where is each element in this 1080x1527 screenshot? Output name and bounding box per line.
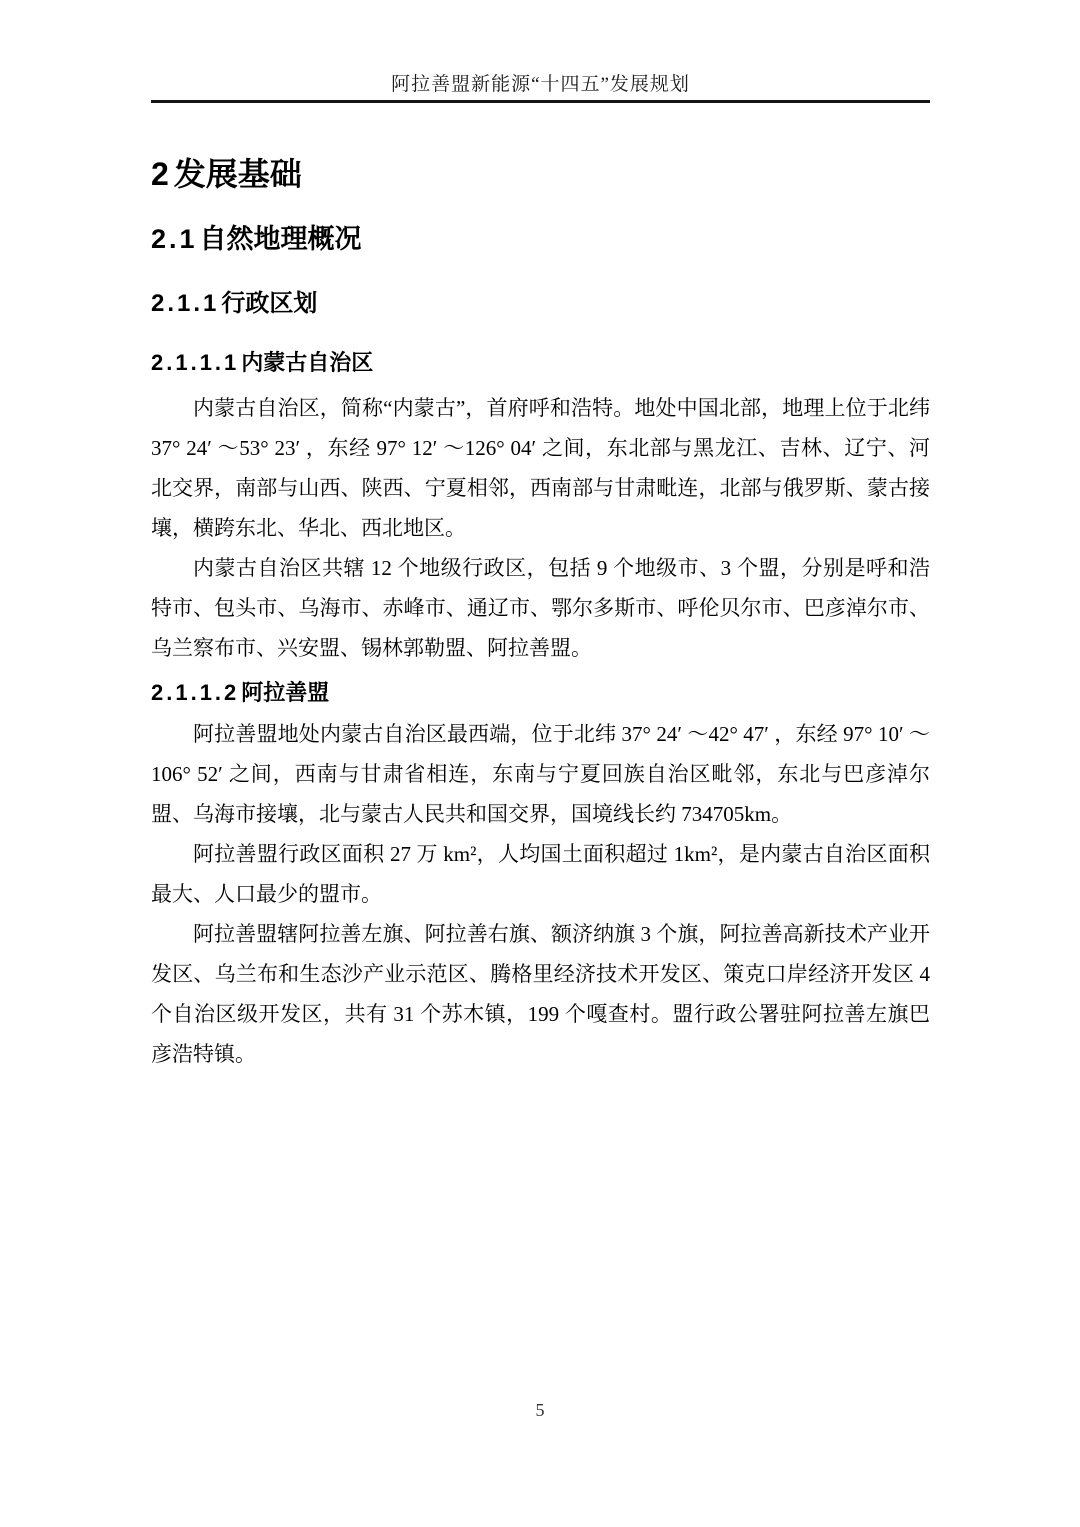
running-header-title: 阿拉善盟新能源“十四五”发展规划: [391, 74, 690, 95]
chapter-heading: [151, 157, 930, 191]
chapter-title: 发展基础: [173, 156, 302, 192]
section-title: 自然地理概况: [199, 224, 362, 254]
page-content: [151, 0, 930, 1074]
chapter-number: 2: [151, 156, 172, 192]
section-heading: [151, 225, 930, 253]
subsubsection-1-number: 2.1.1.1: [151, 350, 240, 375]
subsubsection-2-number: 2.1.1.2: [151, 680, 240, 705]
subsubsection-1-title: 内蒙古自治区: [241, 350, 374, 375]
section-number: 2.1: [151, 224, 198, 254]
subsection-heading: [151, 291, 930, 316]
paragraph-alashan-area: 阿拉善盟行政区面积 27 万 km²，人均国土面积超过 1km²，是内蒙古自治区面积最大、人口最少的盟市。: [151, 842, 930, 906]
subsubsection-heading-2: [151, 682, 930, 704]
subsubsection-2-title: 阿拉善盟: [241, 680, 330, 705]
paragraph-alashan-divisions: 阿拉善盟辖阿拉善左旗、阿拉善右旗、额济纳旗 3 个旗，阿拉善高新技术产业开发区、乌兰布和生态沙产业示范区、腾格里经济技术开发区、策克口岸经济开发区 4 个自治区级开发区，共有 31 个苏木镇，199 个嘎查村。盟行政公署驻阿拉善左旗巴彦浩特镇。: [151, 922, 930, 1066]
subsection-title: 行政区划: [221, 290, 318, 317]
subsubsection-heading-1: [151, 352, 930, 374]
subsection-number: 2.1.1: [151, 290, 220, 317]
page-header: [151, 0, 930, 103]
paragraph-neimenggu-divisions: 内蒙古自治区共辖 12 个地级行政区，包括 9 个地级市、3 个盟，分别是呼和浩特市、包头市、乌海市、赤峰市、通辽市、鄂尔多斯市、呼伦贝尔市、巴彦淖尔市、乌兰察布市、兴安盟、锡林郭勒盟、阿拉善盟。: [151, 556, 930, 660]
page-footer: [0, 1400, 1080, 1421]
paragraph-neimenggu-geography: 内蒙古自治区，简称“内蒙古”，首府呼和浩特。地处中国北部，地理上位于北纬 37° 24′ ～53° 23′ ，东经 97° 12′ ～126° 04′ 之间，东北部与黑龙江、吉林、辽宁、河北交界，南部与山西、陕西、宁夏相邻，西南部与甘肃毗连，北部与俄罗斯、蒙古接壤，横跨东北、华北、西北地区。: [151, 396, 930, 540]
paragraph-alashan-geography: 阿拉善盟地处内蒙古自治区最西端，位于北纬 37° 24′ ～42° 47′ ，东经 97° 10′ ～106° 52′ 之间，西南与甘肃省相连，东南与宁夏回族自治区毗邻，东北与巴彦淖尔盟、乌海市接壤，北与蒙古人民共和国交界，国境线长约 734705km。: [151, 722, 930, 826]
page-number: 5: [535, 1400, 545, 1420]
